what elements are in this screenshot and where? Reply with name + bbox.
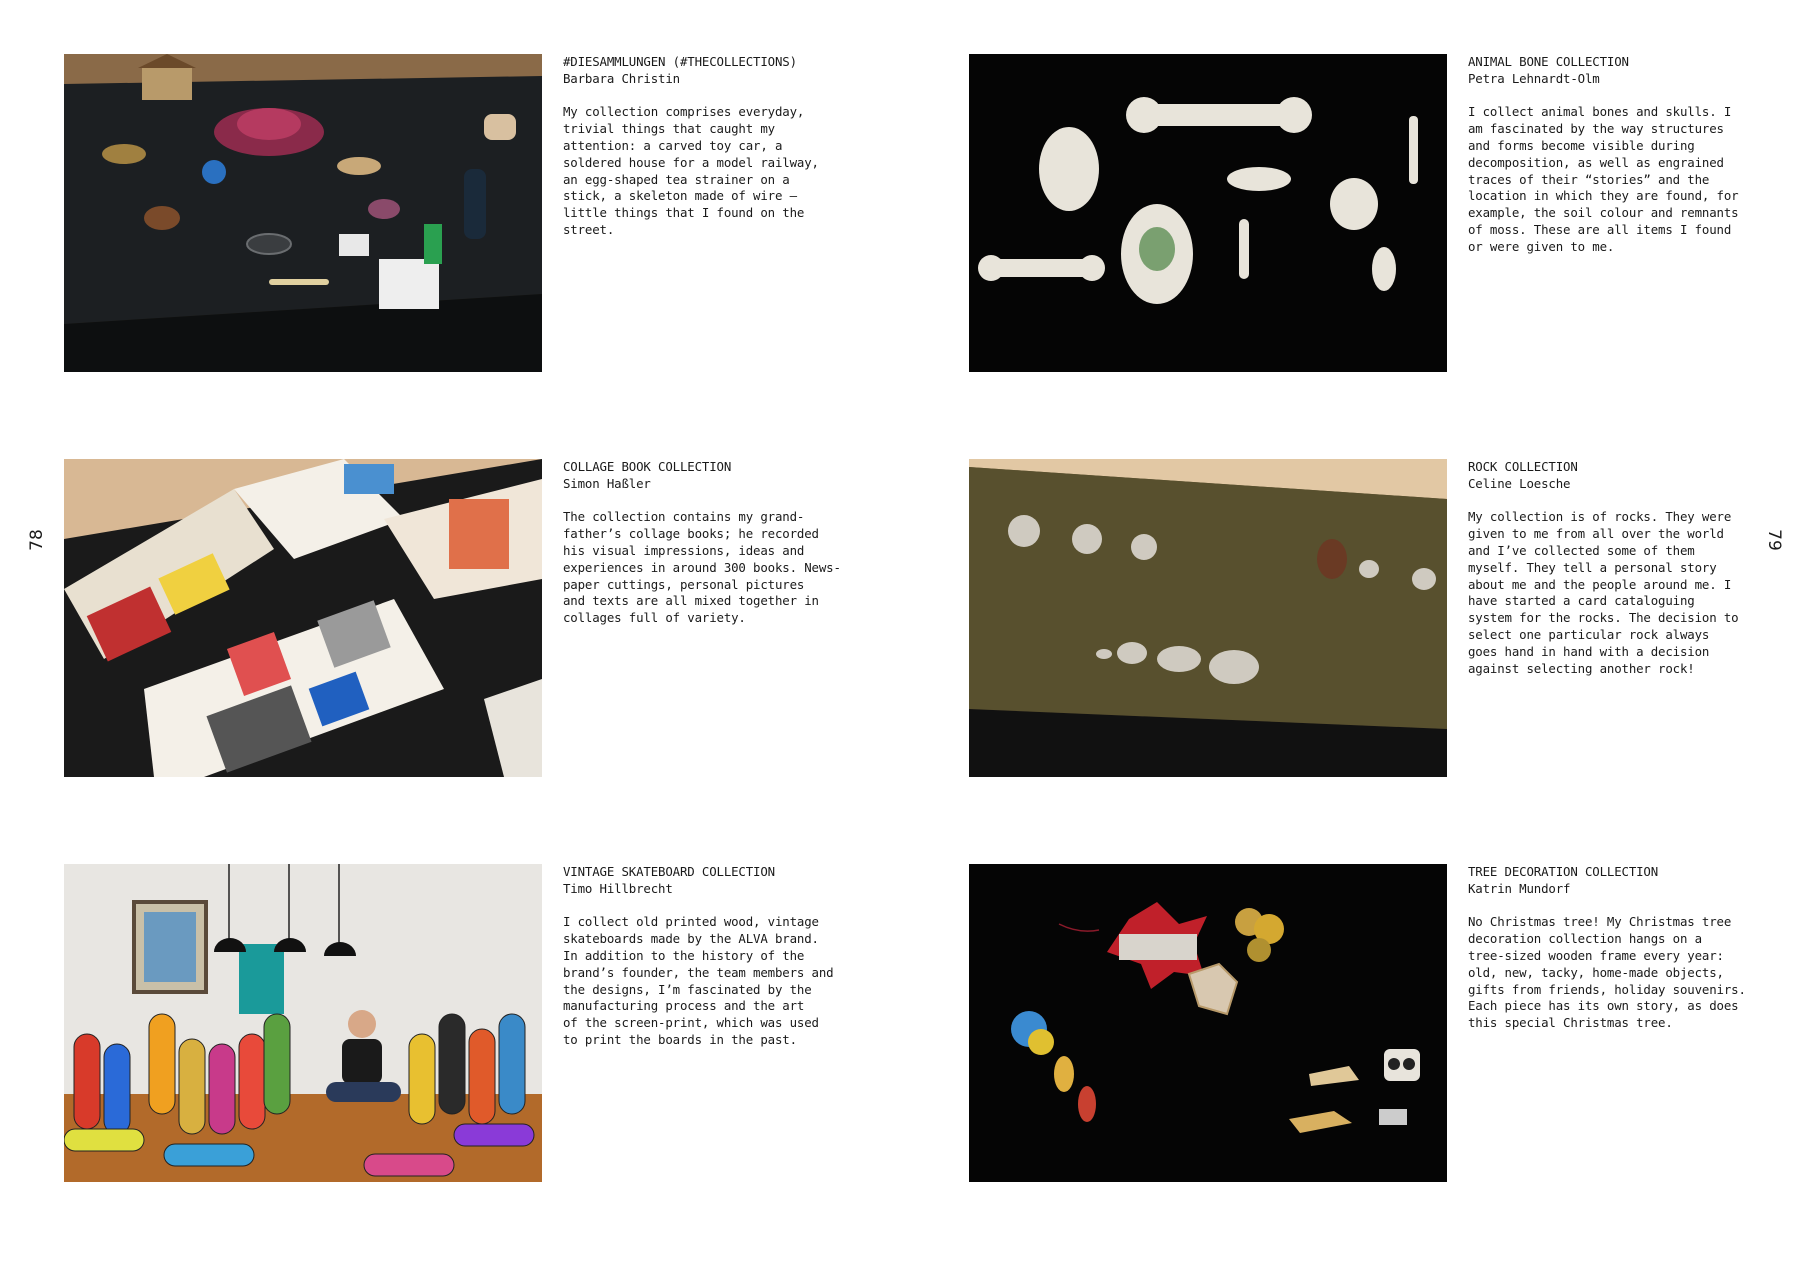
- entry-title: ROCK COLLECTION: [1468, 459, 1578, 474]
- photo-tree-decorations: [969, 864, 1447, 1182]
- entry-author: Timo Hillbrecht: [563, 880, 673, 896]
- entry-title: ANIMAL BONE COLLECTION: [1468, 54, 1629, 69]
- entry-text: [1468, 459, 1768, 677]
- entry-author: Barbara Christin: [563, 70, 680, 86]
- entry-author: Celine Loesche: [1468, 475, 1571, 491]
- tree-decorations-image: [969, 864, 1447, 1182]
- entry-text: [1468, 54, 1768, 256]
- entry-title: TREE DECORATION COLLECTION: [1468, 864, 1659, 879]
- collage-books-image: [64, 459, 542, 777]
- entry-title: #DIESAMMLUNGEN (#THECOLLECTIONS): [563, 54, 797, 69]
- skateboards-image: [64, 864, 542, 1182]
- rocks-image: [969, 459, 1447, 777]
- entry-description: My collection comprises everyday, trivial things that caught my attention: a carved toy car, a soldered house for a model railway, an egg-shaped tea strainer on a stick, a skeleton made of wire – little things that I found on the street.: [563, 104, 819, 237]
- entry-text: [563, 54, 863, 239]
- entry-author: Simon Haßler: [563, 475, 651, 491]
- collection-entry-tree-decoration: [969, 864, 1800, 1194]
- page-number-left: 78: [26, 529, 47, 551]
- photo-collage-books: [64, 459, 542, 777]
- entry-author: Petra Lehnardt-Olm: [1468, 70, 1600, 86]
- everyday-objects-image: [64, 54, 542, 372]
- photo-everyday-objects: [64, 54, 542, 372]
- entry-description: My collection is of rocks. They were given to me from all over the world and I’ve collected some of them myself. They tell a personal story about me and the people around me. I have started a card cataloguing system for the rocks. The decision to select one particular rock always goes hand in hand with a decision against selecting another rock!: [1468, 509, 1739, 676]
- photo-rocks: [969, 459, 1447, 777]
- photo-animal-bones: [969, 54, 1447, 372]
- entry-text: [563, 459, 863, 627]
- entry-description: The collection contains my grand- father’s collage books; he recorded his visual impressions, ideas and experiences in around 300 books. News- paper cuttings, personal pictures and texts are all mixed together in collages full of variety.: [563, 509, 841, 626]
- entry-description: No Christmas tree! My Christmas tree decoration collection hangs on a tree-sized wooden frame every year: old, new, tacky, home-made objects, gifts from friends, holiday souvenirs. Each piece has its own story, as does this special Christmas tree.: [1468, 914, 1746, 1031]
- entry-author: Katrin Mundorf: [1468, 880, 1571, 896]
- entry-description: I collect animal bones and skulls. I am fascinated by the way structures and forms become visible during decomposition, as well as engrained traces of their “stories” and the location in which they are found, for example, the soil colour and remnants of moss. These are all items I found or were given to me.: [1468, 104, 1739, 254]
- collection-entry-animal-bone: [969, 54, 1800, 384]
- entry-title: COLLAGE BOOK COLLECTION: [563, 459, 732, 474]
- page-number-right: 79: [1763, 529, 1784, 551]
- entry-text: [563, 864, 863, 1049]
- animal-bones-image: [969, 54, 1447, 372]
- entry-text: [1468, 864, 1768, 1032]
- entry-description: I collect old printed wood, vintage skateboards made by the ALVA brand. In addition to the history of the brand’s founder, the team members and the designs, I’m fascinated by the manufacturing process and the art of the screen-print, which was used to print the boards in the past.: [563, 914, 834, 1047]
- collection-entry-rock: [969, 459, 1800, 789]
- entry-title: VINTAGE SKATEBOARD COLLECTION: [563, 864, 775, 879]
- photo-skateboards: [64, 864, 542, 1182]
